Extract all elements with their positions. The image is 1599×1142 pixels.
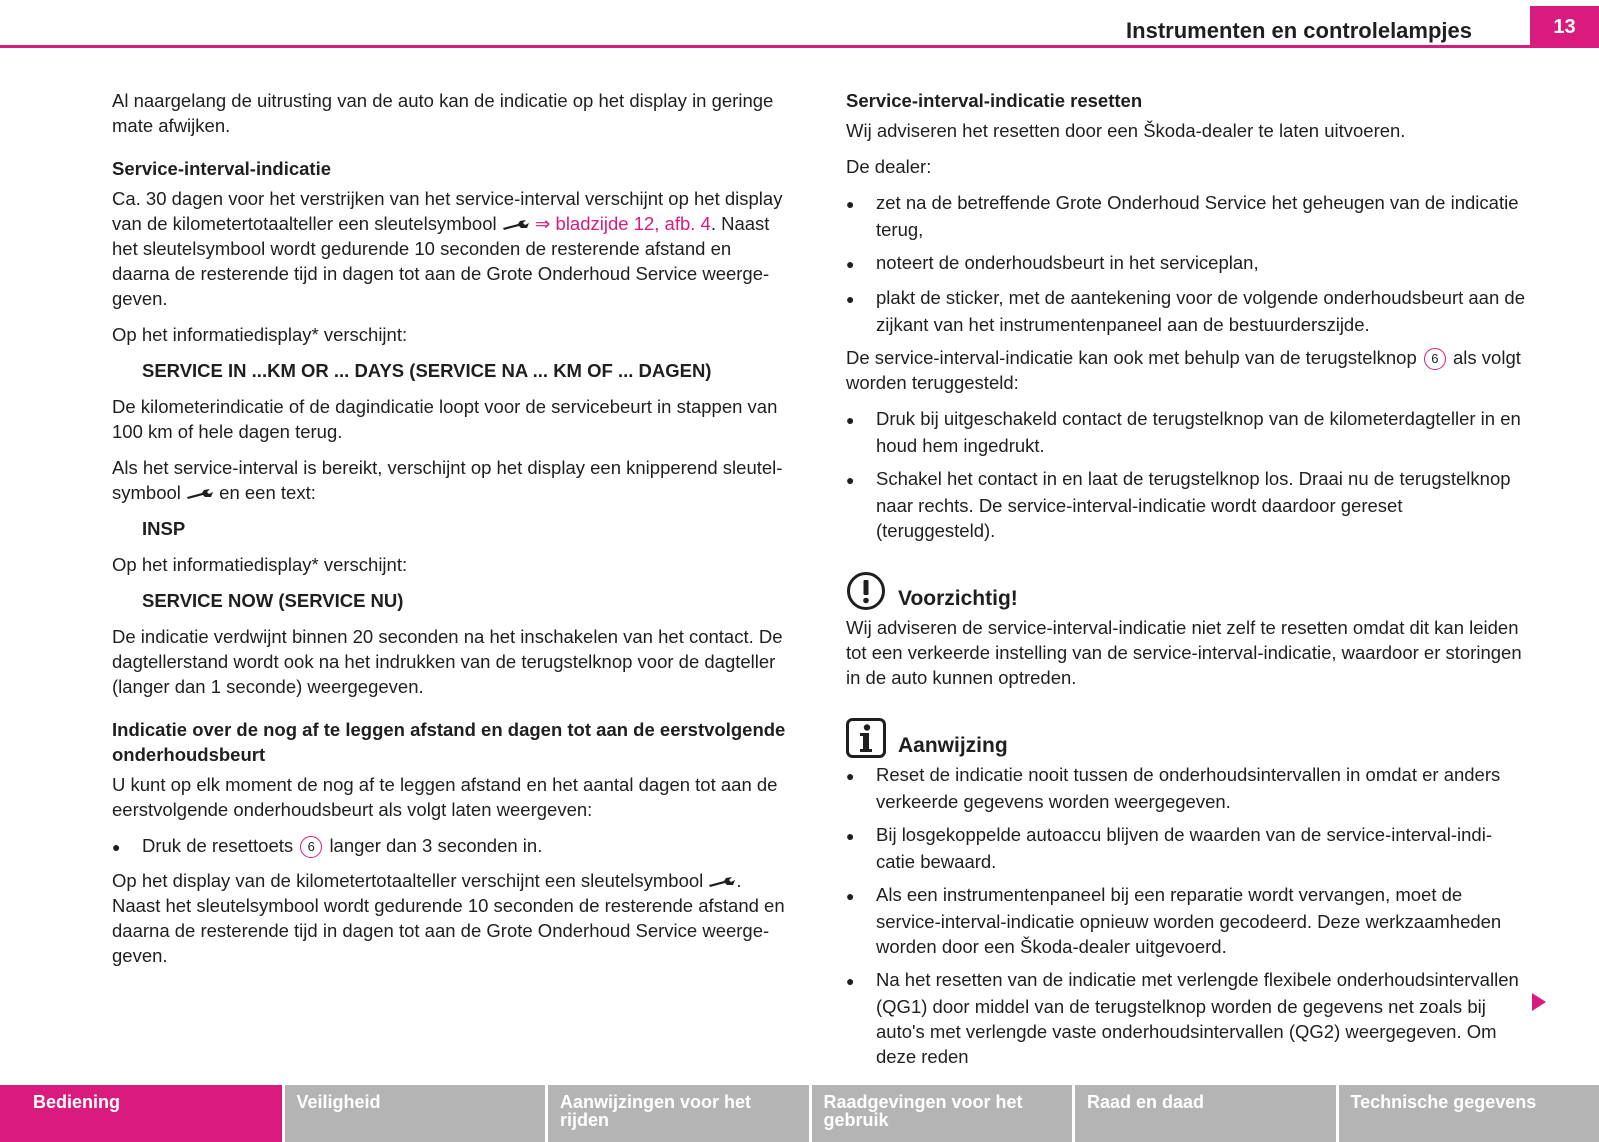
list-item: ● zet na de betreffende Grote Onderhoud Service het geheugen van de indicatie terug, bbox=[846, 192, 1519, 240]
caution-exclamation-icon bbox=[846, 571, 886, 611]
section-heading-reset: Service-interval-indicatie resetten bbox=[846, 90, 1143, 111]
footer-navigation bbox=[0, 1085, 1599, 1142]
text: Als het service-interval is bereikt, verschijnt op het display een knipperend sleutel-symbool bbox=[112, 457, 783, 503]
note-title: Aanwijzing bbox=[898, 734, 1008, 757]
continue-arrow-icon[interactable] bbox=[1532, 993, 1546, 1011]
display-message: INSP bbox=[142, 518, 186, 539]
paragraph: Op het informatiedisplay* verschijnt: bbox=[112, 554, 408, 575]
paragraph: De kilometerindicatie of de dagindicatie loopt voor de servicebeurt in stappen van 100 km of hele dagen terug. bbox=[112, 396, 778, 442]
note-list-item: ● Reset de indicatie nooit tussen de onderhoudsintervallen in omdat er anders verkeerde gegevens worden weergegeven. bbox=[846, 764, 1501, 812]
tab-raad-en-daad[interactable]: Raad en daad bbox=[1075, 1085, 1336, 1142]
paragraph bbox=[112, 455, 792, 505]
paragraph: U kunt op elk moment de nog af te leggen afstand en het aantal dagen tot aan de eerstvolgende onderhoudsbeurt als volgt laten weergeven: bbox=[112, 774, 778, 820]
display-message: SERVICE NOW (SERVICE NU) bbox=[142, 590, 404, 611]
reset-button-number-icon: 6 bbox=[300, 836, 322, 858]
bullet-icon: ● bbox=[846, 888, 855, 904]
note-heading bbox=[846, 718, 1526, 758]
list-item: ● plakt de sticker, met de aantekening voor de volgende onderhoudsbeurt aan de zijkant van het instrumentenpaneel aan de bestuurderszijde. bbox=[846, 287, 1525, 335]
paragraph: De dealer: bbox=[846, 156, 932, 177]
section-heading-remaining-distance: Indicatie over de nog af te leggen afstand en dagen tot aan de eerstvolgende onderhoudsbeurt bbox=[112, 719, 786, 765]
bullet-icon: ● bbox=[846, 828, 855, 844]
left-column bbox=[112, 88, 792, 979]
paragraph-wrench-symbol bbox=[112, 186, 792, 311]
wrench-icon bbox=[502, 219, 530, 231]
tab-veiligheid[interactable]: Veiligheid bbox=[285, 1085, 546, 1142]
caution-text: Wij adviseren de service-interval-indicatie niet zelf te resetten omdat dit kan leiden tot een verkeerde instelling van de service-interval-indicatie, waardoor er storingen in de auto kunnen optreden. bbox=[846, 617, 1522, 688]
bullet-icon: ● bbox=[846, 412, 855, 428]
text: en een text: bbox=[219, 482, 316, 503]
wrench-icon bbox=[708, 876, 736, 888]
intro-paragraph: Al naargelang de uitrusting van de auto kan de indicatie op het display in geringe mate afwijken. bbox=[112, 90, 774, 136]
tab-raadgevingen-gebruik[interactable]: Raadgevingen voor het gebruik bbox=[812, 1085, 1073, 1142]
note-list-item: ● Als een instrumentenpaneel bij een reparatie wordt vervangen, moet de service-interval-indicatie opnieuw worden gecodeerd. Deze werkzaamheden worden door een Škoda-dealer uitgevoerd. bbox=[846, 884, 1502, 957]
list-item: ● Druk de resettoets 6 langer dan 3 seconden in. bbox=[112, 833, 792, 860]
paragraph: De indicatie verdwijnt binnen 20 seconden na het inschakelen van het contact. De dagtellerstand wordt ook na het indrukken van de terugstelknop voor de dagteller (langer dan 1 seconde) weergegeven. bbox=[112, 626, 783, 697]
paragraph: Op het display van de kilometertotaalteller verschijnt een sleutelsymbool . Naast het sleutelsymbool wordt gedurende 10 seconden de resterende afstand en daarna de resterende tijd in dagen tot aan de Grote Onderhoud Service weerge-geven. bbox=[112, 870, 785, 966]
header-rule bbox=[0, 45, 1599, 48]
note-list-item: ● Bij losgekoppelde autoaccu blijven de waarden van de service-interval-indi-catie bewaard. bbox=[846, 824, 1492, 872]
bullet-icon: ● bbox=[846, 973, 855, 989]
bullet-icon: ● bbox=[846, 472, 855, 488]
page-header-title: Instrumenten en controlelampjes bbox=[1126, 18, 1472, 43]
bullet-icon: ● bbox=[846, 768, 855, 784]
tab-bediening[interactable]: Bediening bbox=[0, 1085, 282, 1142]
display-message: SERVICE IN ...KM OR ... DAYS (SERVICE NA ... KM OF ... DAGEN) bbox=[142, 360, 712, 381]
page-number: 13 bbox=[1530, 6, 1599, 48]
section-heading-service-interval: Service-interval-indicatie bbox=[112, 158, 332, 179]
paragraph: Op het informatiedisplay* verschijnt: bbox=[112, 324, 408, 345]
note-list-item: ● Na het resetten van de indicatie met verlengde flexibele onderhoudsintervallen (QG1) door middel van de terugstelknop worden de gegevens net zoals bij auto's met verlengde vaste onderhoudsintervallen (QG2) weergegeven. Om deze reden bbox=[846, 969, 1519, 1067]
right-column bbox=[846, 88, 1526, 1077]
wrench-icon bbox=[186, 488, 214, 500]
list-item: ● Druk bij uitgeschakeld contact de terugstelknop van de kilometerdagteller in en houd hem ingedrukt. bbox=[846, 408, 1521, 456]
info-note-icon bbox=[846, 718, 886, 758]
text: . Naast het sleutelsymbool wordt gedurende 10 seconden de resterende afstand en daarna de resterende tijd in dagen tot aan de Grote Onderhoud Service weerge-geven. bbox=[112, 213, 770, 309]
bullet-icon: ● bbox=[846, 256, 855, 272]
reset-button-number-icon: 6 bbox=[1424, 348, 1446, 370]
text: Ca. 30 dagen voor het verstrijken van het service-interval verschijnt op het display van de kilometertotaalteller een sleutelsymbool bbox=[112, 188, 783, 234]
bullet-icon: ● bbox=[112, 839, 121, 855]
paragraph: Wij adviseren het resetten door een Škoda-dealer te laten uitvoeren. bbox=[846, 120, 1406, 141]
paragraph: De service-interval-indicatie kan ook met behulp van de terugstelknop 6 als volgt worden teruggesteld: bbox=[846, 347, 1521, 393]
bullet-icon: ● bbox=[846, 291, 855, 307]
list-item: ● noteert de onderhoudsbeurt in het serviceplan, bbox=[846, 250, 1526, 277]
page-reference-link[interactable]: ⇒ bladzijde 12, afb. 4 bbox=[534, 213, 711, 234]
tab-technische-gegevens[interactable]: Technische gegevens bbox=[1339, 1085, 1599, 1142]
bullet-icon: ● bbox=[846, 196, 855, 212]
caution-title: Voorzichtig! bbox=[898, 587, 1018, 610]
tab-aanwijzingen-rijden[interactable]: Aanwijzingen voor het rijden bbox=[548, 1085, 809, 1142]
caution-heading bbox=[846, 571, 1526, 611]
list-item: ● Schakel het contact in en laat de terugstelknop los. Draai nu de terugstelknop naar rechts. De service-interval-indicatie wordt daardoor gereset (teruggesteld). bbox=[846, 468, 1511, 541]
